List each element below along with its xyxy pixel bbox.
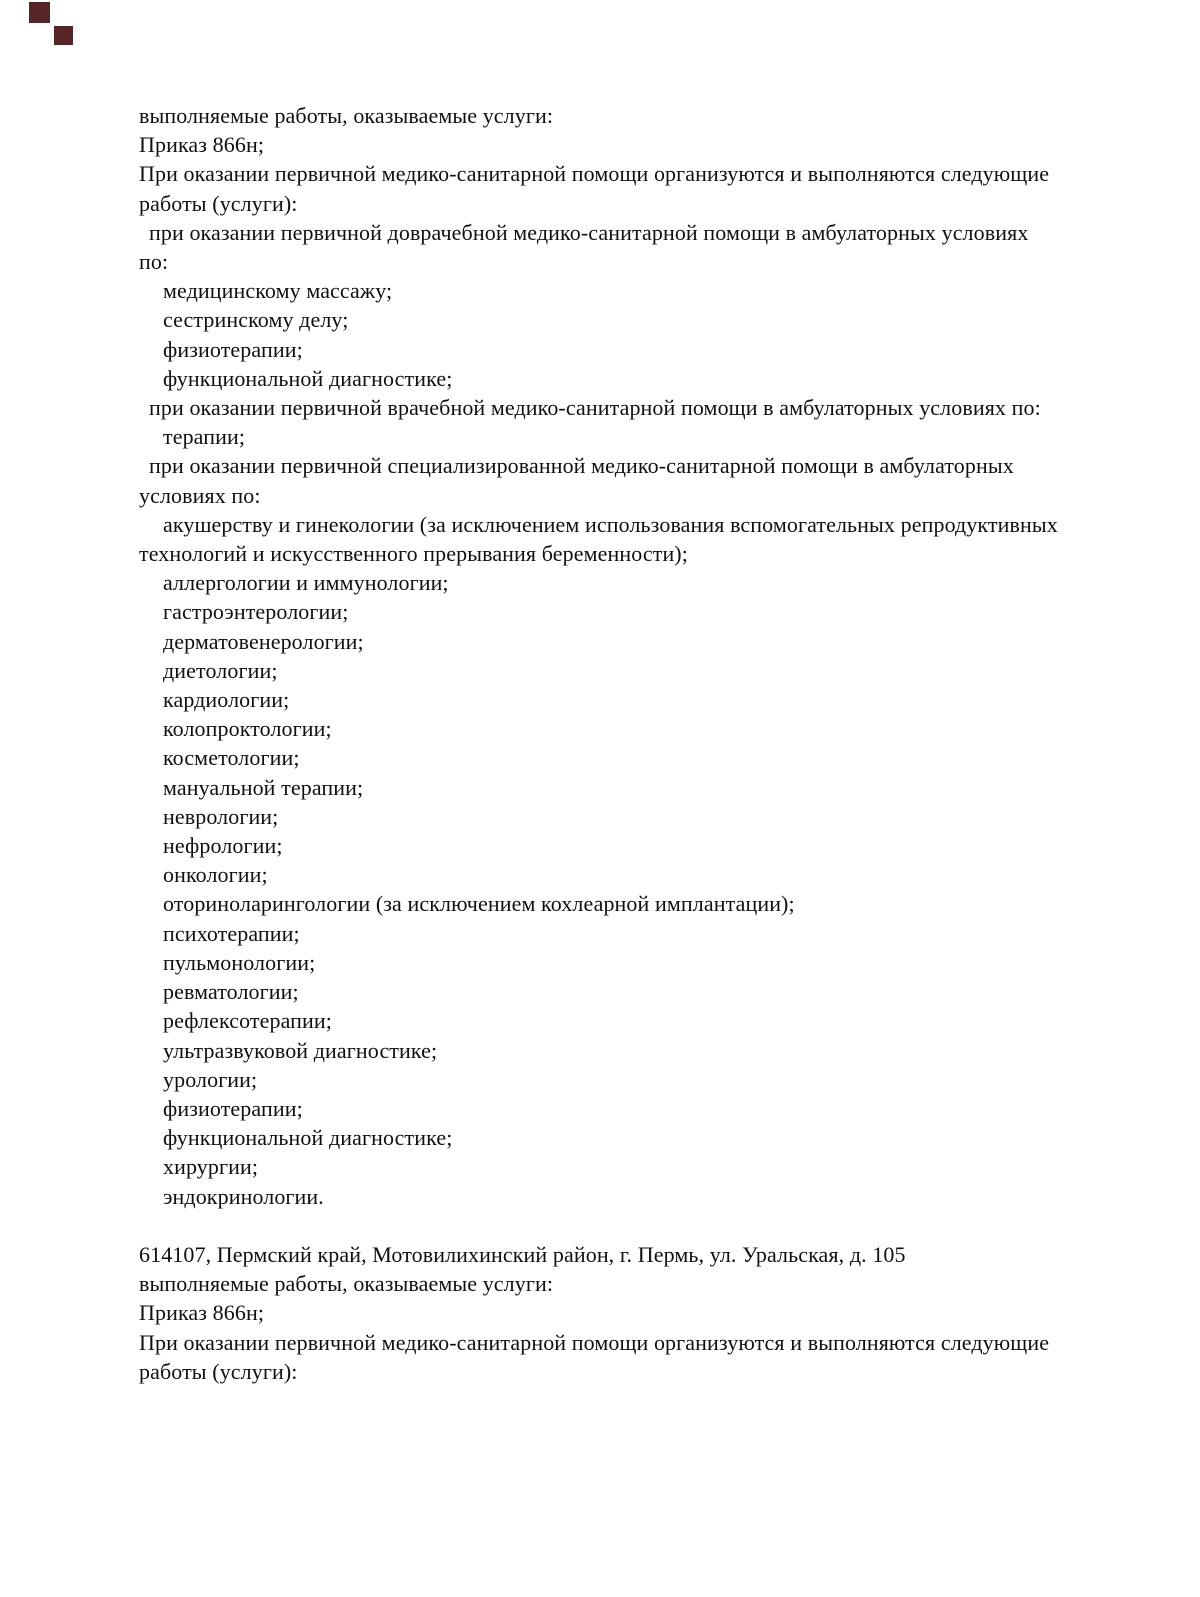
scan-artifact-mark xyxy=(29,2,50,23)
text-line: выполняемые работы, оказываемые услуги: xyxy=(139,103,554,128)
text-line: диетологии; xyxy=(163,657,278,683)
text-line: Приказ 866н; xyxy=(139,1300,265,1326)
text-line: физиотерапии; xyxy=(163,336,303,362)
text-line: психотерапии; xyxy=(163,920,300,946)
text-line: колопроктологии; xyxy=(163,716,332,742)
text-line: хирургии; xyxy=(163,1154,259,1180)
text-line: функциональной диагностике; xyxy=(163,365,453,391)
document-text-body xyxy=(139,101,1160,1386)
text-line: мануальной терапии; xyxy=(163,774,364,800)
text-line: работы (услуги): xyxy=(139,190,298,216)
text-line: ультразвуковой диагностике; xyxy=(163,1037,438,1063)
text-line: 614107, Пермский край, Мотовилихинский район, г. Пермь, ул. Уральская, д. 105 xyxy=(139,1241,906,1267)
text-line: технологий и искусственного прерывания беременности); xyxy=(139,541,688,567)
text-line: акушерству и гинекологии (за исключением использования вспомогательных репродуктивных xyxy=(163,511,1058,537)
text-line: нефрологии; xyxy=(163,833,283,859)
text-line: медицинскому массажу; xyxy=(163,278,393,304)
text-line: пульмонологии; xyxy=(163,949,316,975)
text-line: гастроэнтерологии; xyxy=(163,599,349,625)
text-line: физиотерапии; xyxy=(163,1095,303,1121)
text-line: онкологии; xyxy=(163,862,268,888)
text-line: урологии; xyxy=(163,1066,258,1092)
text-line: Приказ 866н; xyxy=(139,132,265,158)
text-line: рефлексотерапии; xyxy=(163,1008,332,1034)
text-line: при оказании первичной доврачебной медико-санитарной помощи в амбулаторных условиях xyxy=(149,219,1029,245)
text-line: при оказании первичной врачебной медико-санитарной помощи в амбулаторных условиях по: xyxy=(149,395,1041,421)
text-line: неврологии; xyxy=(163,803,279,829)
text-line: дерматовенерологии; xyxy=(163,628,364,654)
text-line: кардиологии; xyxy=(163,687,290,713)
text-line: сестринскому делу; xyxy=(163,307,349,333)
scan-artifact-mark xyxy=(54,26,73,45)
text-line: оториноларингологии (за исключением кохлеарной имплантации); xyxy=(163,891,795,917)
text-line: функциональной диагностике; xyxy=(163,1125,453,1151)
text-line: работы (услуги): xyxy=(139,1358,298,1384)
text-line: по: xyxy=(139,249,169,275)
text-line: При оказании первичной медико-санитарной помощи организуются и выполняются следующие xyxy=(139,1329,1050,1355)
text-line: при оказании первичной специализированной медико-санитарной помощи в амбулаторных xyxy=(149,453,1014,479)
text-line: условиях по: xyxy=(139,482,261,508)
text-line: косметологии; xyxy=(163,745,300,771)
text-line: терапии; xyxy=(163,424,246,450)
blank-line xyxy=(139,1211,1160,1240)
text-line: эндокринологии. xyxy=(163,1183,324,1209)
text-line: При оказании первичной медико-санитарной помощи организуются и выполняются следующие xyxy=(139,161,1050,187)
text-line: ревматологии; xyxy=(163,979,299,1005)
text-line: выполняемые работы, оказываемые услуги: xyxy=(139,1271,554,1297)
text-line: аллергологии и иммунологии; xyxy=(163,570,449,596)
